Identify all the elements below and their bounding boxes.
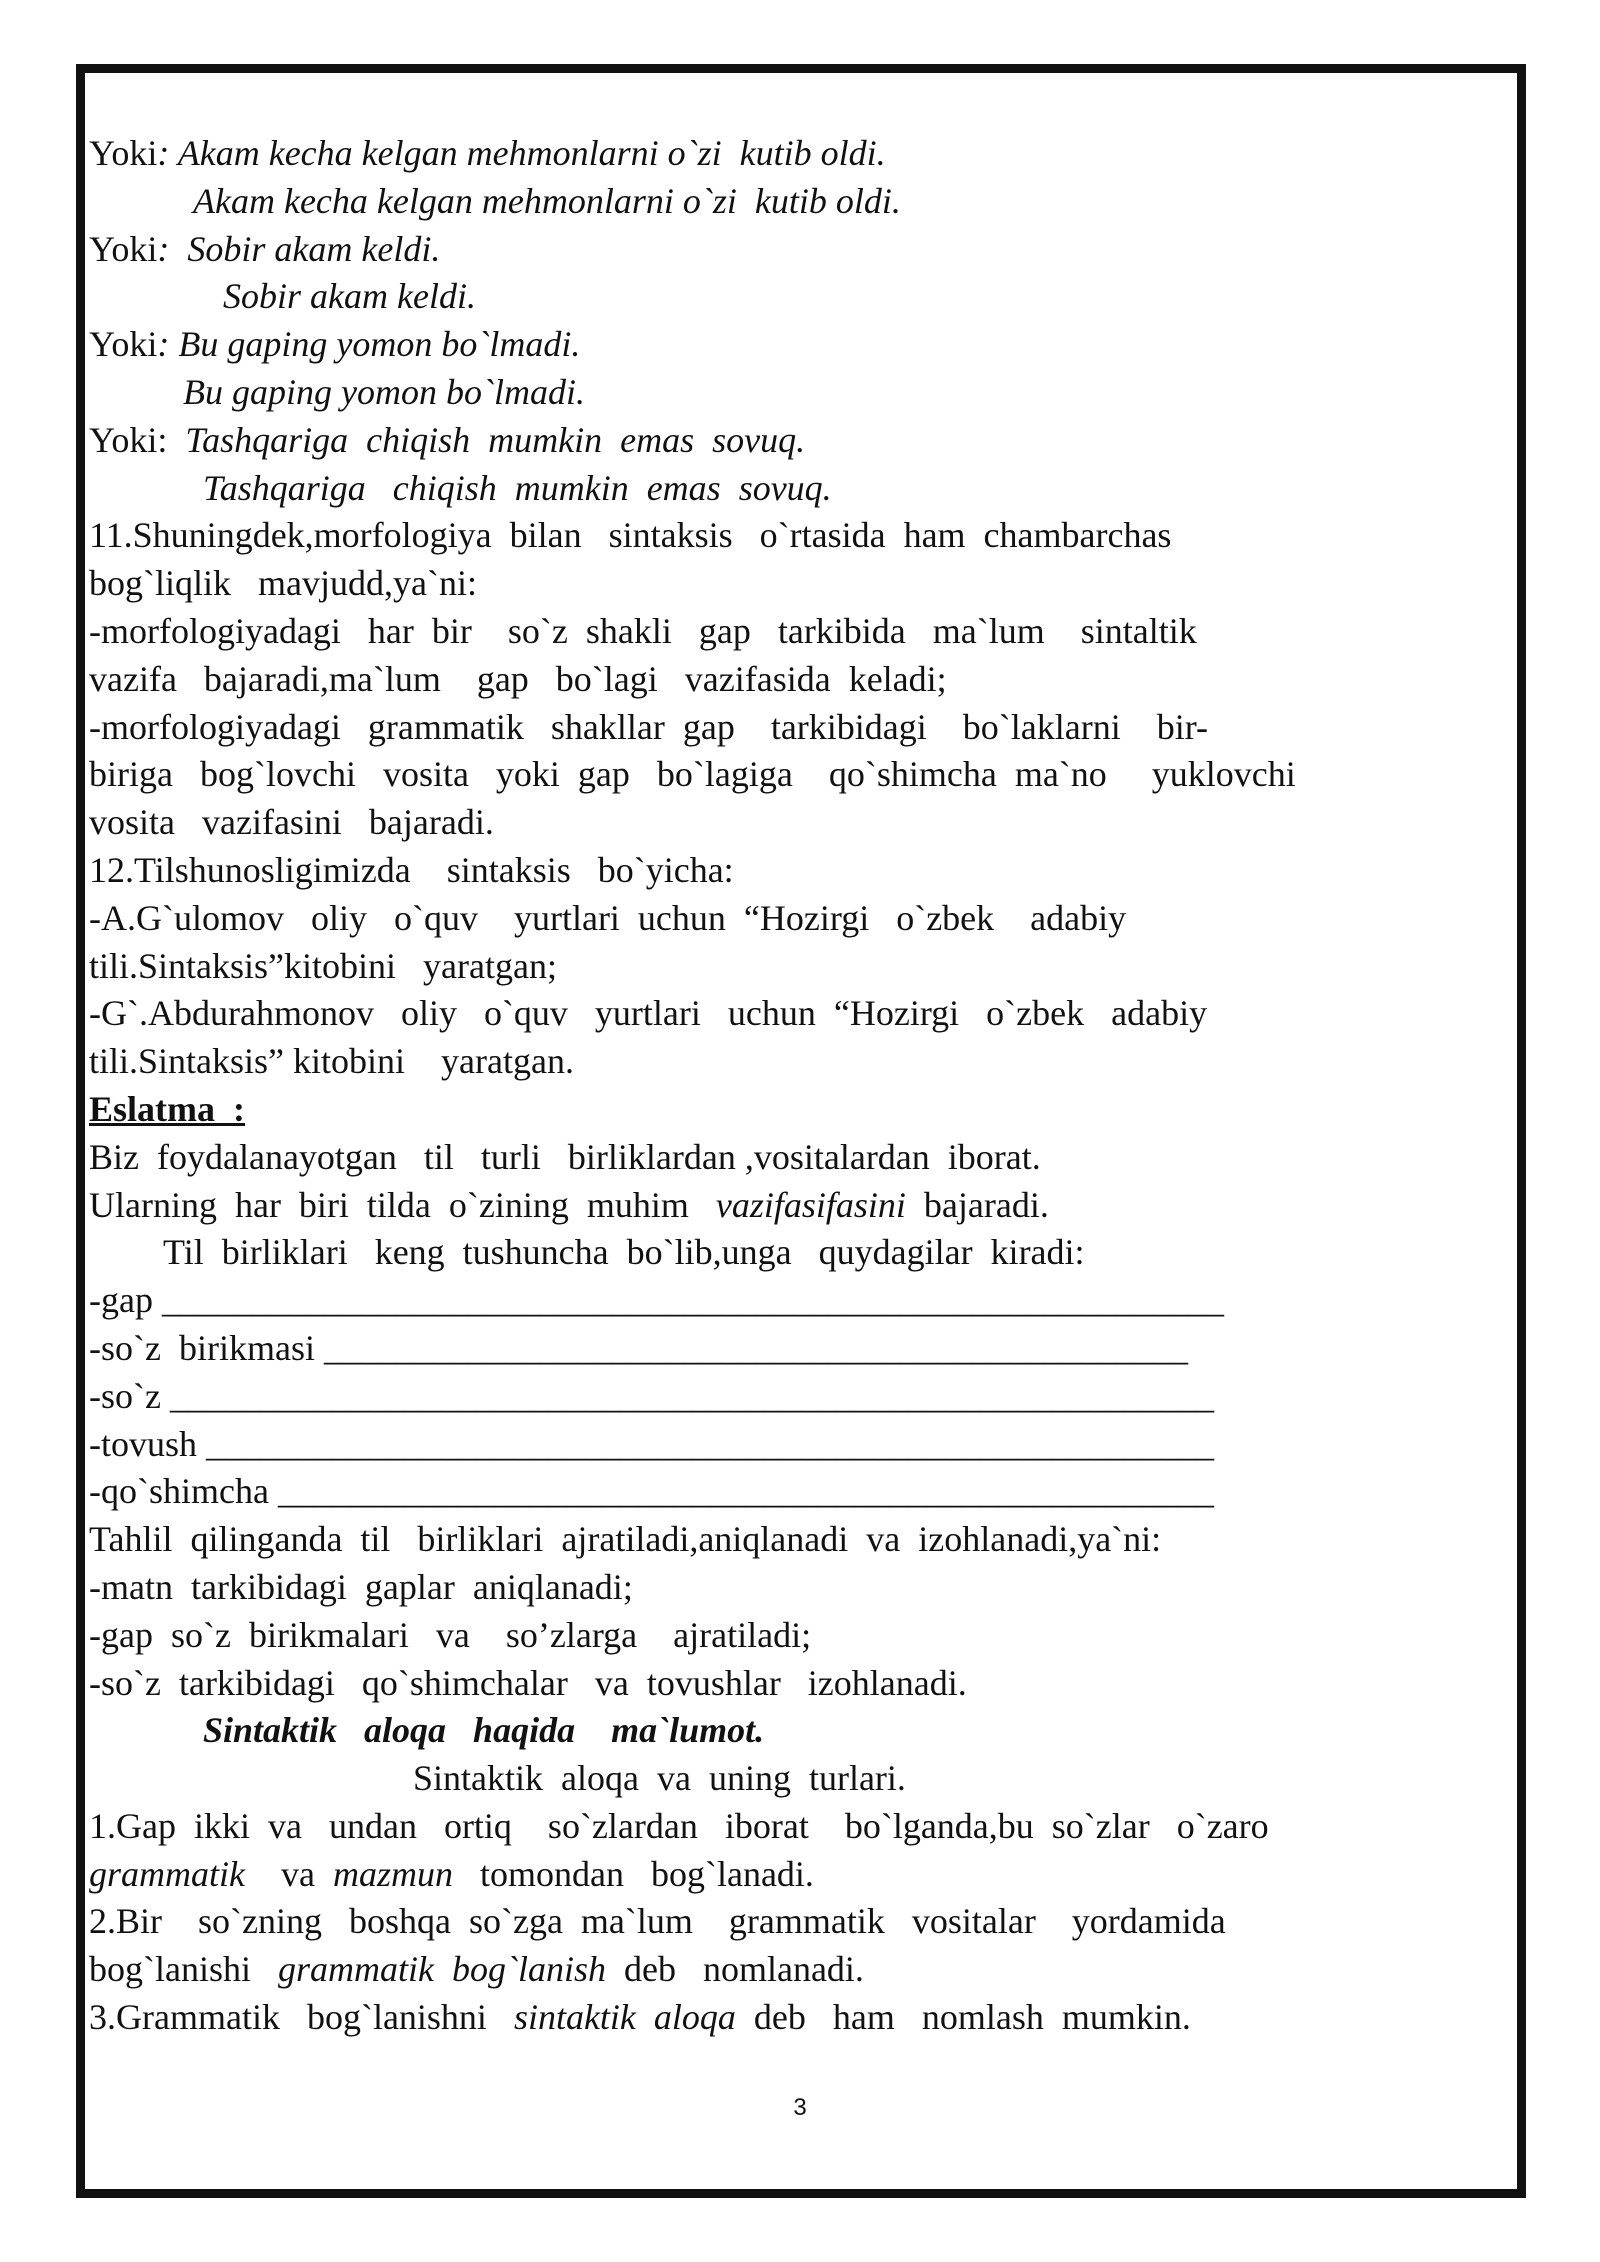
paragraph-line: -gap so`z birikmalari va so’zlarga ajratiladi; (89, 1614, 812, 1655)
example-line (89, 130, 1509, 178)
paragraph-line: Til birliklari keng tushuncha bo`lib,unga quydagilar kiradi: (163, 1232, 1085, 1273)
yoki-label: Yoki (89, 228, 158, 269)
eslatma-heading: Eslatma : (89, 1088, 245, 1129)
example-sentence: : Bu gaping yomon bo`lmadi. (157, 324, 581, 365)
yoki-label: Yoki: (89, 419, 186, 460)
italic-term: grammatik (89, 1853, 245, 1894)
paragraph-line: tili.Sintaksis” kitobini yaratgan. (89, 1041, 574, 1082)
text-run: va (245, 1853, 333, 1894)
paragraph-line: 1.Gap ikki va undan ortiq so`zlardan iborat bo`lganda,bu so`zlar o`zaro (89, 1805, 1269, 1846)
paragraph-line: vosita vazifasini bajaradi. (89, 802, 494, 843)
example-line (89, 465, 1509, 513)
paragraph-line: vazifa bajaradi,ma`lum gap bo`lagi vazifasida keladi; (89, 658, 947, 699)
paragraph-line: tili.Sintaksis”kitobini yaratgan; (89, 945, 557, 986)
text-run: bog`lanishi (89, 1949, 278, 1990)
example-sentence: Akam kecha kelgan mehmonlarni o`zi kutib oldi. (193, 180, 901, 221)
paragraph-line: Tahlil qilinganda til birliklari ajratiladi,aniqlanadi va izohlanadi,ya`ni: (89, 1519, 1162, 1560)
section-subtitle: Sintaktik aloqa va uning turlari. (413, 1758, 906, 1799)
paragraph-line: 11.Shuningdek,morfologiya bilan sintaksis o`rtasida ham chambarchas (89, 515, 1172, 556)
paragraph-line: biriga bog`lovchi vosita yoki gap bo`lagiga qo`shimcha ma`no yuklovchi (89, 754, 1296, 795)
example-line (89, 178, 1509, 226)
paragraph-line: bog`liqlik mavjudd,ya`ni: (89, 563, 477, 604)
page-number: 3 (793, 2094, 807, 2121)
fill-in-line: -so`z __________________________________________________________ (89, 1375, 1214, 1416)
paragraph-line (89, 1946, 1509, 1994)
section-heading: Sintaktik aloqa haqida ma`lumot. (203, 1710, 765, 1751)
fill-in-line: -gap ___________________________________________________________ (89, 1280, 1224, 1321)
text-run: Ularning har biri tilda o`zining muhim (89, 1184, 716, 1225)
example-sentence: Bu gaping yomon bo`lmadi. (183, 371, 585, 412)
paragraph-line (89, 1994, 1509, 2042)
text-run: tomondan bog`lanadi. (453, 1853, 814, 1894)
text-run: bajaradi. (905, 1184, 1049, 1225)
example-line (89, 321, 1509, 369)
paragraph-line: 12.Tilshunosligimizda sintaksis bo`yicha: (89, 849, 734, 890)
fill-in-line: -qo`shimcha ____________________________________________________ (89, 1471, 1214, 1512)
paragraph-line: -G`.Abdurahmonov oliy o`quv yurtlari uchun “Hozirgi o`zbek adabiy (89, 993, 1208, 1034)
example-sentence: Sobir akam keldi. (223, 276, 476, 317)
text-run: deb ham nomlash mumkin. (735, 1997, 1191, 2038)
example-sentence: : Sobir akam keldi. (157, 228, 441, 269)
text-run: deb nomlanadi. (605, 1949, 864, 1990)
example-sentence: Tashqariga chiqish mumkin emas sovuq. (185, 419, 806, 460)
paragraph-line (89, 1851, 1509, 1899)
example-sentence: : Akam kecha kelgan mehmonlarni o`zi kutib oldi. (157, 133, 886, 173)
italic-term: grammatik bog`lanish (277, 1949, 606, 1990)
text-run: 3.Grammatik bog`lanishni (89, 1997, 514, 2038)
document-body (89, 130, 1509, 2042)
example-line (89, 273, 1509, 321)
paragraph-line (89, 1182, 1509, 1230)
fill-in-line: -so`z birikmasi ________________________________________________ (89, 1327, 1188, 1368)
paragraph-line: Biz foydalanayotgan til turli birliklardan ,vositalardan iborat. (89, 1136, 1041, 1177)
italic-term: sintaktik aloqa (513, 1997, 736, 2038)
fill-in-line: -tovush ________________________________________________________ (89, 1423, 1214, 1464)
italic-term: vazifasifasini (715, 1184, 906, 1225)
example-line (89, 417, 1509, 465)
yoki-label: Yoki (89, 324, 158, 365)
italic-term: mazmun (332, 1853, 453, 1894)
example-line (89, 226, 1509, 274)
paragraph-line: -so`z tarkibidagi qo`shimchalar va tovushlar izohlanadi. (89, 1662, 967, 1703)
paragraph-line: 2.Bir so`zning boshqa so`zga ma`lum grammatik vositalar yordamida (89, 1901, 1226, 1942)
yoki-label: Yoki (89, 133, 158, 173)
paragraph-line: -morfologiyadagi grammatik shakllar gap tarkibidagi bo`laklarni bir- (89, 706, 1208, 747)
paragraph-line: -matn tarkibidagi gaplar aniqlanadi; (89, 1566, 633, 1607)
paragraph-line: -morfologiyadagi har bir so`z shakli gap tarkibida ma`lum sintaltik (89, 610, 1197, 651)
example-line (89, 369, 1509, 417)
example-sentence: Tashqariga chiqish mumkin emas sovuq. (203, 467, 832, 508)
paragraph-line: -A.G`ulomov oliy o`quv yurtlari uchun “Hozirgi o`zbek adabiy (89, 897, 1127, 938)
